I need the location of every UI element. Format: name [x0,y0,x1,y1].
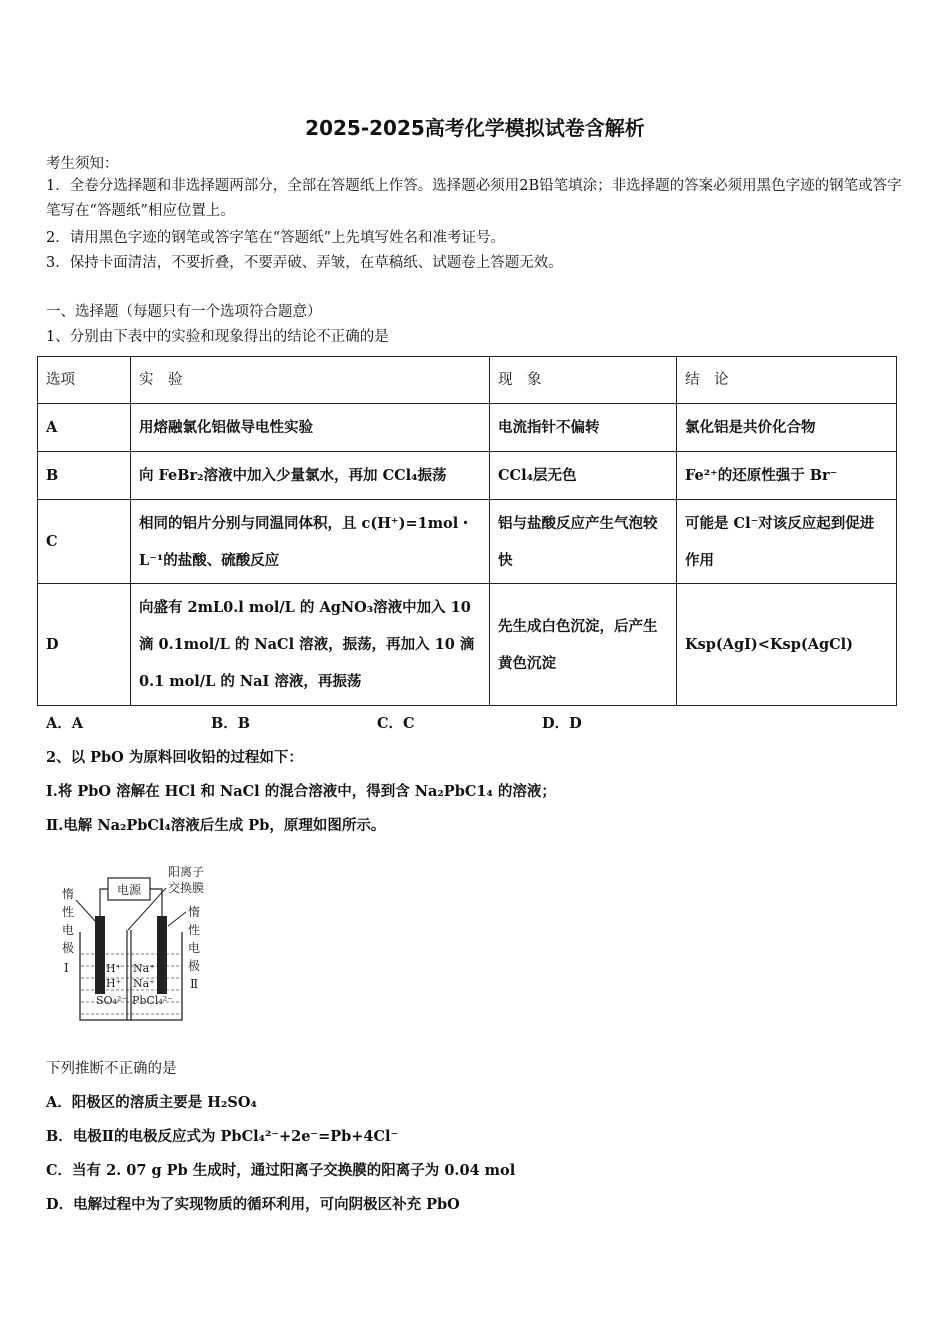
notice-item-3: 3．保持卡面清洁，不要折叠，不要弄破、弄皱，在草稿纸、试题卷上答题无效。 [46,255,563,271]
row-option: C [38,500,131,584]
notice-heading: 考生须知： [46,156,119,172]
electrode-1 [95,916,105,994]
left-electrode-label: 电 [62,923,75,937]
row-option: B [38,452,131,500]
left-label-pointer [76,900,96,922]
table-header: 选项 [38,357,131,404]
row-conclusion: Ksp(AgI)<Ksp(AgCl) [677,584,897,706]
row-observation: 先生成白色沉淀，后产生黄色沉淀 [490,584,677,706]
q1-stem: 1、分别由下表中的实验和现象得出的结论不正确的是 [46,329,389,345]
choice-d[interactable]: D．D [542,715,582,732]
membrane-label-2: 交换膜 [168,881,205,895]
left-ion: H⁺ [106,977,122,990]
row-conclusion: 氯化铝是共价化合物 [677,404,897,452]
q2-option-a[interactable]: A．阳极区的溶质主要是 H₂SO₄ [46,1094,257,1111]
left-electrode-label: 性 [62,905,75,919]
right-ion: Na⁺ [133,962,155,975]
table-row [38,404,897,452]
left-ion: H⁺ [106,962,122,975]
right-electrode-label: Ⅱ [190,977,199,991]
table-row [38,500,897,584]
left-electrode-label: Ⅰ [64,961,69,975]
wire-right [150,889,162,916]
row-conclusion: 可能是 Cl⁻对该反应起到促进作用 [677,500,897,584]
q2-stem: 2、以 PbO 为原料回收铅的过程如下： [46,749,303,766]
notice-item-2: 2．请用黑色字迹的钢笔或答字笔在“答题纸”上先填写姓名和准考证号。 [46,230,506,246]
electrode-2 [157,916,167,994]
right-electrode-label: 极 [188,959,201,973]
table-header: 实 验 [131,357,490,404]
left-ion: SO₄²⁻ [96,994,128,1007]
choice-a[interactable]: A．A [46,715,84,732]
right-electrode-label: 惰 [188,905,201,919]
q2-option-b[interactable]: B．电极Ⅱ的电极反应式为 PbCl₄²⁻+2e⁻=Pb+4Cl⁻ [46,1128,399,1145]
q2-step-2: Ⅱ.电解 Na₂PbCl₄溶液后生成 Pb，原理如图所示。 [46,817,386,834]
row-experiment: 向 FeBr₂溶液中加入少量氯水，再加 CCl₄振荡 [131,452,490,500]
right-electrode-label: 性 [188,923,201,937]
right-label-pointer [168,912,186,926]
table-header-row [38,357,897,404]
choice-b[interactable]: B．B [211,715,251,732]
row-conclusion: Fe²⁺的还原性强于 Br⁻ [677,452,897,500]
table-header: 现 象 [490,357,677,404]
section-heading: 一、选择题（每题只有一个选项符合题意） [46,304,322,320]
q2-prompt: 下列推断不正确的是 [46,1061,177,1077]
q2-step-1: Ⅰ.将 PbO 溶解在 HCl 和 NaCl 的混合溶液中，得到含 Na₂PbC1₄ 的溶液； [46,783,556,800]
membrane-label-1: 阳离子 [168,865,205,879]
wire-left [100,889,108,916]
notice-item-1: 1．全卷分选择题和非选择题两部分，全部在答题纸上作答。选择题必须用2B铅笔填涂；非选择题的答案必须用黑色字迹的钢笔或答字笔写在“答题纸”相应位置上。 [46,178,902,219]
page-title: 2025-2025高考化学模拟试卷含解析 [305,116,645,140]
row-observation: CCl₄层无色 [490,452,677,500]
right-ion: PbCl₄²⁻ [132,994,174,1007]
choice-c[interactable]: C．C [377,715,415,732]
q2-option-d[interactable]: D．电解过程中为了实现物质的循环利用，可向阴极区补充 PbO [46,1196,460,1213]
q2-option-c[interactable]: C．当有 2. 07 g Pb 生成时，通过阳离子交换膜的阳离子为 0.04 mol [46,1162,516,1179]
row-observation: 铝与盐酸反应产生气泡较快 [490,500,677,584]
table-row [38,452,897,500]
row-observation: 电流指针不偏转 [490,404,677,452]
row-option: D [38,584,131,706]
electrolysis-diagram [56,862,226,1024]
left-electrode-label: 极 [62,941,75,955]
row-experiment: 向盛有 2mL0.l mol/L 的 AgNO₃溶液中加入 10 滴 0.1mol/L 的 NaCl 溶液，振荡，再加入 10 滴 0.1 mol/L 的 NaI 溶液，再振荡 [131,584,490,706]
row-experiment: 用熔融氯化铝做导电性实验 [131,404,490,452]
right-electrode-label: 电 [188,941,201,955]
left-electrode-label: 惰 [62,887,75,901]
table-header: 结 论 [677,357,897,404]
power-label: 电源 [116,883,142,897]
row-experiment: 相同的铝片分别与同温同体积，且 c(H⁺)=1mol・L⁻¹的盐酸、硫酸反应 [131,500,490,584]
table-row [38,584,897,706]
q1-table [37,356,897,706]
row-option: A [38,404,131,452]
right-ion: Na⁺ [133,977,155,990]
